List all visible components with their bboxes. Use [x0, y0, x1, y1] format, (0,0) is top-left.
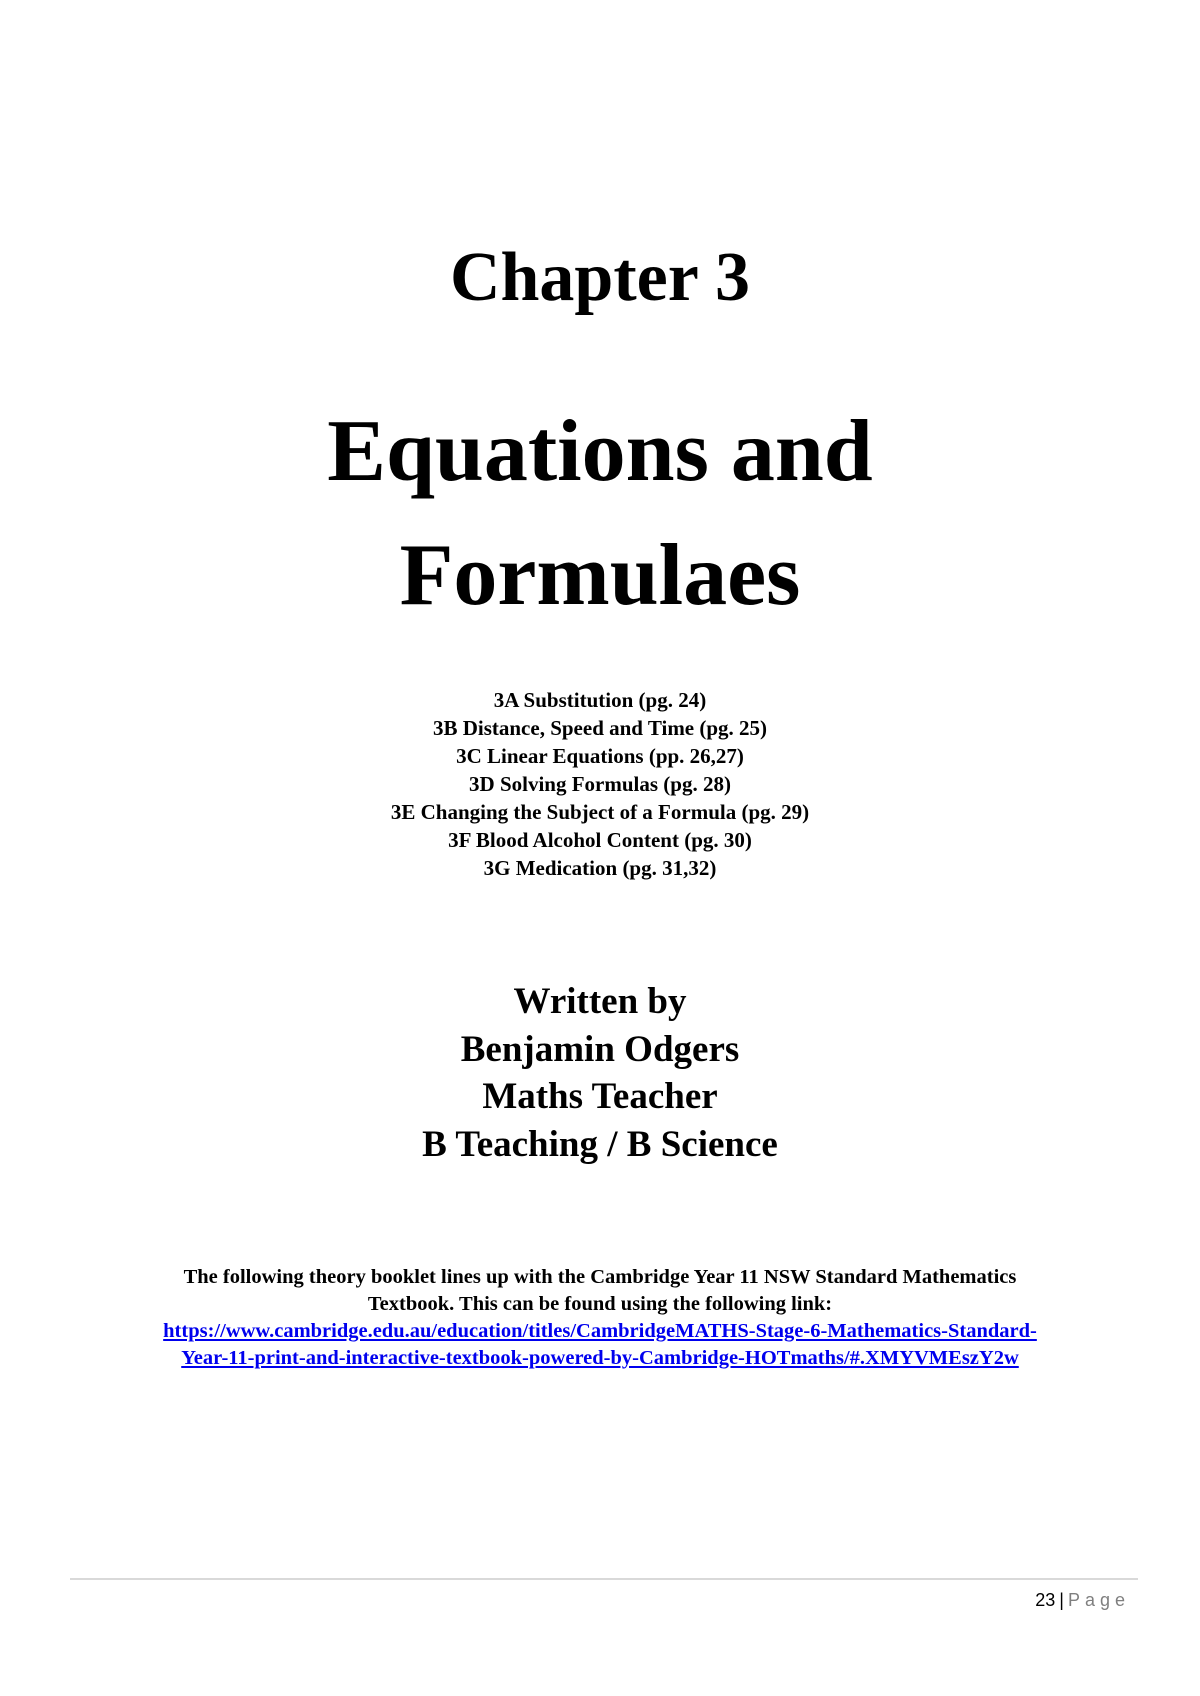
footer-divider [70, 1578, 1138, 1580]
toc-item-3c: 3C Linear Equations (pp. 26,27) [456, 744, 744, 768]
textbook-link-line-2[interactable]: Year-11-print-and-interactive-textbook-powered-by-Cambridge-HOTmaths/#.XMYVMEszY2w [181, 1347, 1019, 1369]
chapter-title-line-2: Formulaes [399, 527, 801, 624]
toc-item-3b: 3B Distance, Speed and Time (pg. 25) [432, 716, 768, 740]
author-role: Maths Teacher [482, 1076, 718, 1117]
toc-item-3e: 3E Changing the Subject of a Formula (pg. 29) [390, 800, 810, 824]
chapter-title-line-1: Equations and [327, 403, 873, 500]
textbook-link[interactable] [60, 1318, 1140, 1372]
page-word: Page [1067, 1590, 1130, 1610]
toc-item-3a: 3A Substitution (pg. 24) [493, 688, 707, 712]
note-line-1: The following theory booklet lines up with the Cambridge Year 11 NSW Standard Mathematics [183, 1266, 1017, 1288]
author-written-by: Written by [513, 981, 687, 1022]
toc-item-3f: 3F Blood Alcohol Content (pg. 30) [448, 828, 752, 852]
author-qualifications: B Teaching / B Science [422, 1123, 778, 1165]
author-name: Benjamin Odgers [460, 1028, 740, 1070]
note-line-2: Textbook. This can be found using the following link: [367, 1293, 833, 1315]
chapter-label: Chapter 3 [449, 239, 751, 316]
toc-item-3g: 3G Medication (pg. 31,32) [483, 856, 717, 880]
toc-item-3d: 3D Solving Formulas (pg. 28) [469, 772, 731, 796]
footer-separator: | [1059, 1590, 1064, 1610]
page-number: 23 [1035, 1590, 1056, 1610]
author-block [0, 978, 1200, 1168]
textbook-note [60, 1264, 1140, 1372]
chapter-title [0, 390, 1200, 638]
page-footer [1035, 1588, 1130, 1612]
table-of-contents [0, 686, 1200, 882]
textbook-link-line-1[interactable]: https://www.cambridge.edu.au/education/titles/CambridgeMATHS-Stage-6-Mathematics-Standard- [163, 1320, 1037, 1342]
